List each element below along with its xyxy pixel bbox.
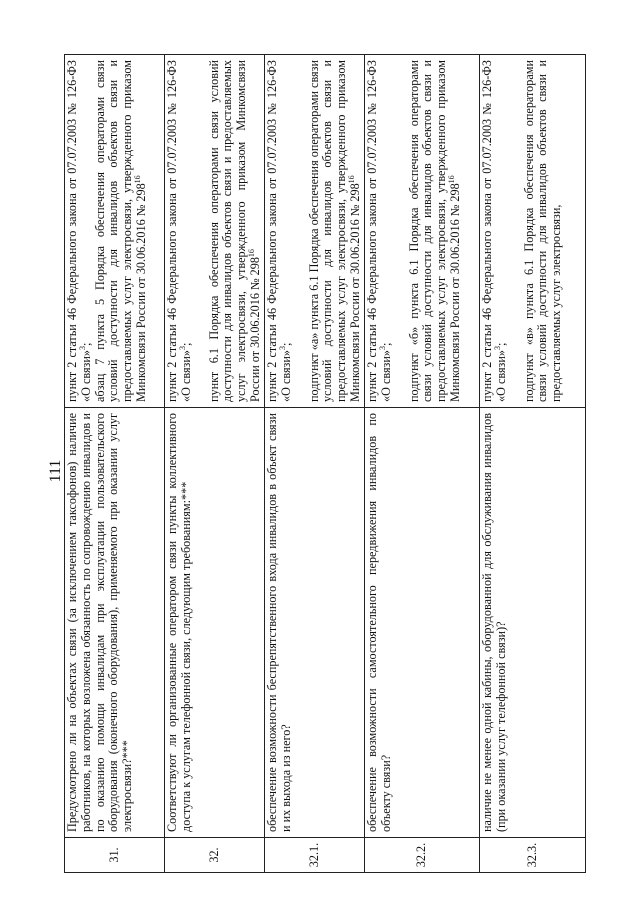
- row-number: 32.2.: [365, 838, 480, 873]
- reference-tail: ;: [493, 342, 508, 347]
- reference-tail: ;: [178, 342, 193, 347]
- row-number: 32.3.: [480, 838, 586, 873]
- reference-tail: ;: [378, 342, 393, 347]
- reference-text: пункт 2 статьи 46 Федерального закона от 07.07.2003 № 126-ФЗ «О связи»: [365, 60, 393, 402]
- legal-reference: [480, 55, 586, 408]
- reference-text: пункт 2 статьи 46 Федерального закона от 07.07.2003 № 126-ФЗ «О связи»: [165, 60, 193, 402]
- question-text: наличие не менее одной кабины, оборудованной для обслуживания инвалидов (при оказании услуг телефонной связи)?: [480, 408, 586, 838]
- footnote-mark: 3: [492, 346, 502, 351]
- table-row: [480, 55, 586, 873]
- footnote-mark: 16: [246, 249, 256, 258]
- question-text: Предусмотрено ли на объектах связи (за исключением таксофонов) наличие работников, на которых возложена обязанность по сопровождению инвалидов и по оказанию помощи инвалидам при эксплуатации пользовательского оборудования (оконечного оборудования), применяемого при оказании услуг электросвязи?***: [65, 408, 165, 838]
- reference-text: абзац 7 пункта 5 Порядка обеспечения операторами связи условий доступности для инвалидов объектов связи и предоставляемых услуг электросвязи, утвержденного приказом Минкомсвязи России от 30.06.2016 № 298: [92, 60, 148, 402]
- legal-reference: [65, 55, 165, 408]
- page-number: 111: [47, 459, 64, 483]
- reference-text: пункт 2 статьи 46 Федерального закона от 07.07.2003 № 126-ФЗ «О связи»: [265, 60, 293, 402]
- row-number: 32.: [165, 838, 265, 873]
- legal-reference: [365, 55, 480, 408]
- legal-reference: [265, 55, 365, 408]
- question-text: обеспечение возможности самостоятельного передвижения инвалидов по объекту связи?: [365, 408, 480, 838]
- footnote-mark: 16: [132, 175, 142, 184]
- table-row: [365, 55, 480, 873]
- reference-text: подпункт «в» пункта 6.1 Порядка обеспечения операторами связи условий доступности для инвалидов объектов связи и предоставляемых услуг электросвязи,: [521, 60, 564, 402]
- footnote-mark: 3: [77, 346, 87, 351]
- footnote-mark: 16: [346, 175, 356, 184]
- reference-tail: ;: [278, 342, 293, 347]
- footnote-mark: 3: [377, 346, 387, 351]
- question-text: обеспечение возможности беспрепятственного входа инвалидов в объект связи и их выхода из него?: [265, 408, 365, 838]
- footnote-mark: 3: [177, 346, 187, 351]
- table-row: [265, 55, 365, 873]
- row-number: 31.: [65, 838, 165, 873]
- reference-text: пункт 2 статьи 46 Федерального закона от 07.07.2003 № 126-ФЗ «О связи»: [65, 60, 93, 402]
- reference-text: пункт 6.1 Порядка обеспечения операторами связи условий доступности для инвалидов объектов связи и предоставляемых услуг электросвязи, утвержденного приказом Минкомсвязи России от 30.06.2016 № 298: [206, 60, 262, 402]
- reference-tail: ;: [78, 342, 93, 347]
- requirements-table-wrapper: [64, 55, 585, 873]
- reference-text: пункт 2 статьи 46 Федерального закона от 07.07.2003 № 126-ФЗ «О связи»: [480, 60, 508, 402]
- footnote-mark: 16: [446, 175, 456, 184]
- question-text: Соответствуют ли организованные оператором связи пункты коллективного доступа к услугам телефонной связи, следующим требованиям:***: [165, 408, 265, 838]
- row-number: 32.1.: [265, 838, 365, 873]
- reference-text: подпункт «а» пункта 6.1 Порядка обеспечения операторами связи условий доступности для инвалидов объектов связи и предоставляемых услуг электросвязи, утвержденного приказом Минкомсвязи России от 30.06.2016 № 298: [306, 60, 362, 402]
- reference-text: подпункт «б» пункта 6.1 Порядка обеспечения операторами связи условий доступности для инвалидов объектов связи и предоставляемых услуг электросвязи, утвержденного приказом Минкомсвязи России от 30.06.2016 № 298: [406, 60, 462, 402]
- footnote-mark: 3: [277, 346, 287, 351]
- table-row: [65, 55, 165, 873]
- legal-reference: [165, 55, 265, 408]
- table-row: [165, 55, 265, 873]
- requirements-table: [64, 54, 586, 873]
